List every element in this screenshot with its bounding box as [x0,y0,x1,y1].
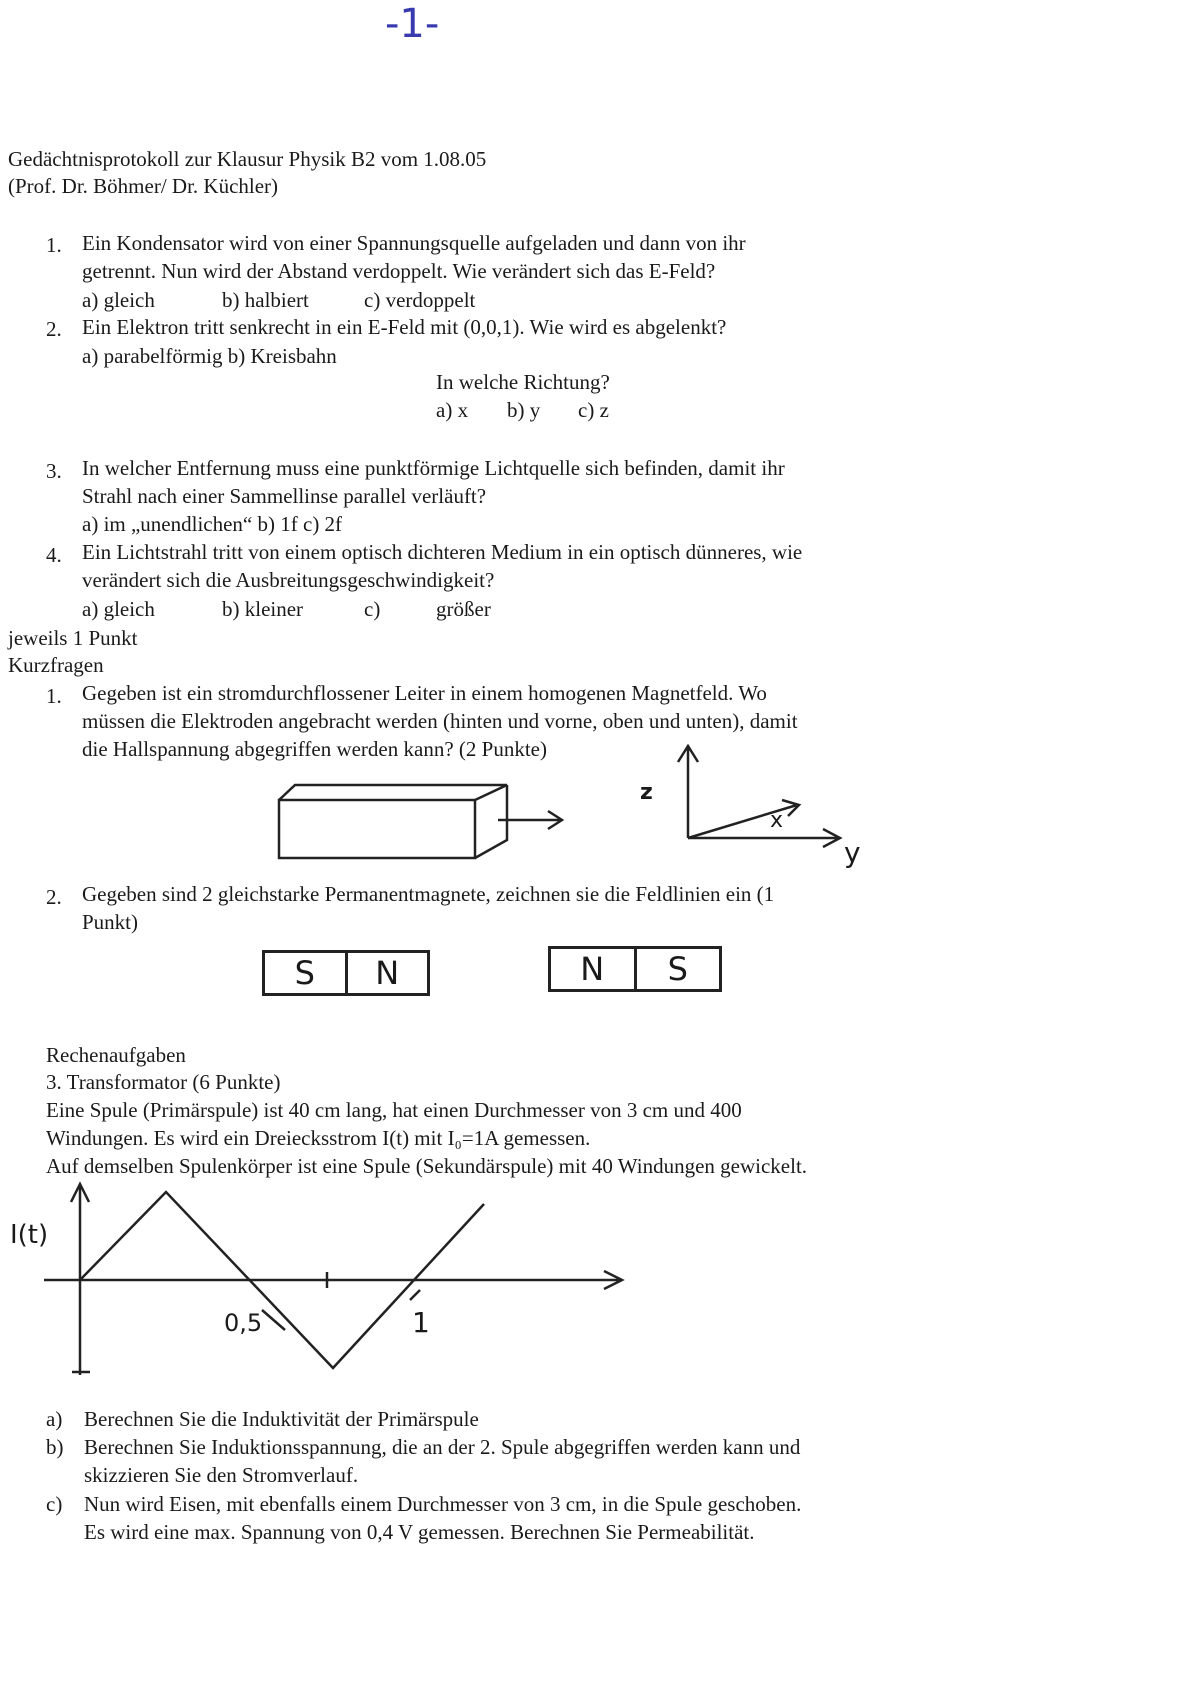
q4-option-c-text: größer [436,597,491,621]
axis-label-x: x [770,808,784,833]
part-b-label: b) [46,1435,64,1459]
part-a-line1: Berechnen Sie die Induktivität der Primärspule [84,1407,479,1431]
magnet-right-pole-2: S [634,949,720,989]
current-waveform [80,1192,484,1368]
tick-leader-1 [262,1310,285,1330]
conductor-side [475,785,507,858]
q2-sub-option-a: a) x [436,398,469,422]
short-q2-number: 2. [46,885,62,909]
short-q1-number: 1. [46,684,62,708]
short-q2-line2: Punkt) [82,910,139,934]
y-axis [688,829,840,847]
calc-line2: Windungen. Es wird ein Dreiecksstrom I(t) mit I₀=1A gemessen. [46,1126,591,1150]
magnet-right-pole-1: N [580,950,605,988]
conductor-front [279,800,475,858]
current-arrow [498,811,562,829]
short-q1-line3: die Hallspannung abgegriffen werden kann? (2 Punkte) [82,737,547,761]
calc-line1: Eine Spule (Primärspule) ist 40 cm lang, hat einen Durchmesser von 3 cm und 400 [46,1098,742,1122]
short-q1-line2: müssen die Elektroden angebracht werden (hinten und vorne, oben und unten), damit [82,709,798,733]
q4-option-a: a) gleich [82,597,155,621]
q3-line1: In welcher Entfernung muss eine punktförmige Lichtquelle sich befinden, damit ihr [82,456,785,480]
tick-leader-2 [410,1290,420,1300]
q1-option-b: b) halbiert [222,288,309,312]
q2-subquestion: In welche Richtung? [436,370,610,394]
q4-number: 4. [46,543,62,567]
part-c-line1: Nun wird Eisen, mit ebenfalls einem Durchmesser von 3 cm, in die Spule geschoben. [84,1492,802,1516]
q4-line1: Ein Lichtstrahl tritt von einem optisch dichteren Medium in ein optisch dünneres, wie [82,540,803,564]
q2-options: a) parabelförmig b) Kreisbahn [82,344,337,368]
q1-option-a: a) gleich [82,288,155,312]
page-number: -1- [385,1,440,47]
part-c-line2: Es wird eine max. Spannung von 0,4 V gemessen. Berechnen Sie Permeabilität. [84,1520,755,1544]
conductor-top [279,785,507,800]
q1-line2: getrennt. Nun wird der Abstand verdoppelt. Wie verändert sich das E-Feld? [82,259,716,283]
part-c-label: c) [46,1492,63,1516]
q4-line2: verändert sich die Ausbreitungsgeschwindigkeit? [82,568,495,592]
q2-sub-option-c: c) z [578,398,609,422]
part-b-line1: Berechnen Sie Induktionsspannung, die an der 2. Spule abgegriffen werden kann und [84,1435,801,1459]
graph-tick-label-1: 0,5 [224,1309,263,1337]
q2-line1: Ein Elektron tritt senkrecht in ein E-Feld mit (0,0,1). Wie wird es abgelenkt? [82,315,727,339]
magnet-left-pole-2: N [345,953,428,993]
q3-number: 3. [46,459,62,483]
q4-option-c: c) [364,597,381,621]
q2-number: 2. [46,317,62,341]
header-professors: (Prof. Dr. Böhmer/ Dr. Küchler) [8,174,279,198]
z-axis [678,746,698,838]
graph-y-axis [71,1184,89,1375]
graph-x-axis [44,1271,622,1289]
magnet-right [548,946,722,992]
graph-ylabel: I(t) [10,1220,49,1250]
graph-tick-label-2: 1 [412,1306,430,1339]
section-heading-calc: Rechenaufgaben [46,1043,186,1067]
short-q1-line1: Gegeben ist ein stromdurchflossener Leiter in einem homogenen Magnetfeld. Wo [82,681,767,705]
q3-line2: Strahl nach einer Sammellinse parallel verläuft? [82,484,487,508]
q1-line1: Ein Kondensator wird von einer Spannungsquelle aufgeladen und dann von ihr [82,231,746,255]
q1-number: 1. [46,233,62,257]
q4-option-b: b) kleiner [222,597,304,621]
calc-title: 3. Transformator (6 Punkte) [46,1070,281,1094]
magnet-left-pole-1: S [294,954,315,992]
axis-label-y: y [844,836,861,869]
points-note: jeweils 1 Punkt [8,626,138,650]
short-q2-line1: Gegeben sind 2 gleichstarke Permanentmagnete, zeichnen sie die Feldlinien ein (1 [82,882,775,906]
q3-options: a) im „unendlichen“ b) 1f c) 2f [82,512,343,536]
part-a-label: a) [46,1407,63,1431]
calc-line3: Auf demselben Spulenkörper ist eine Spule (Sekundärspule) mit 40 Windungen gewickelt. [46,1154,808,1178]
part-b-line2: skizzieren Sie den Stromverlauf. [84,1463,359,1487]
q1-option-c: c) verdoppelt [364,288,476,312]
magnet-left [262,950,430,996]
section-heading-short: Kurzfragen [8,653,104,677]
q2-sub-option-b: b) y [507,398,541,422]
axis-label-z: z [640,780,653,805]
header-title: Gedächtnisprotokoll zur Klausur Physik B2 vom 1.08.05 [8,147,487,171]
